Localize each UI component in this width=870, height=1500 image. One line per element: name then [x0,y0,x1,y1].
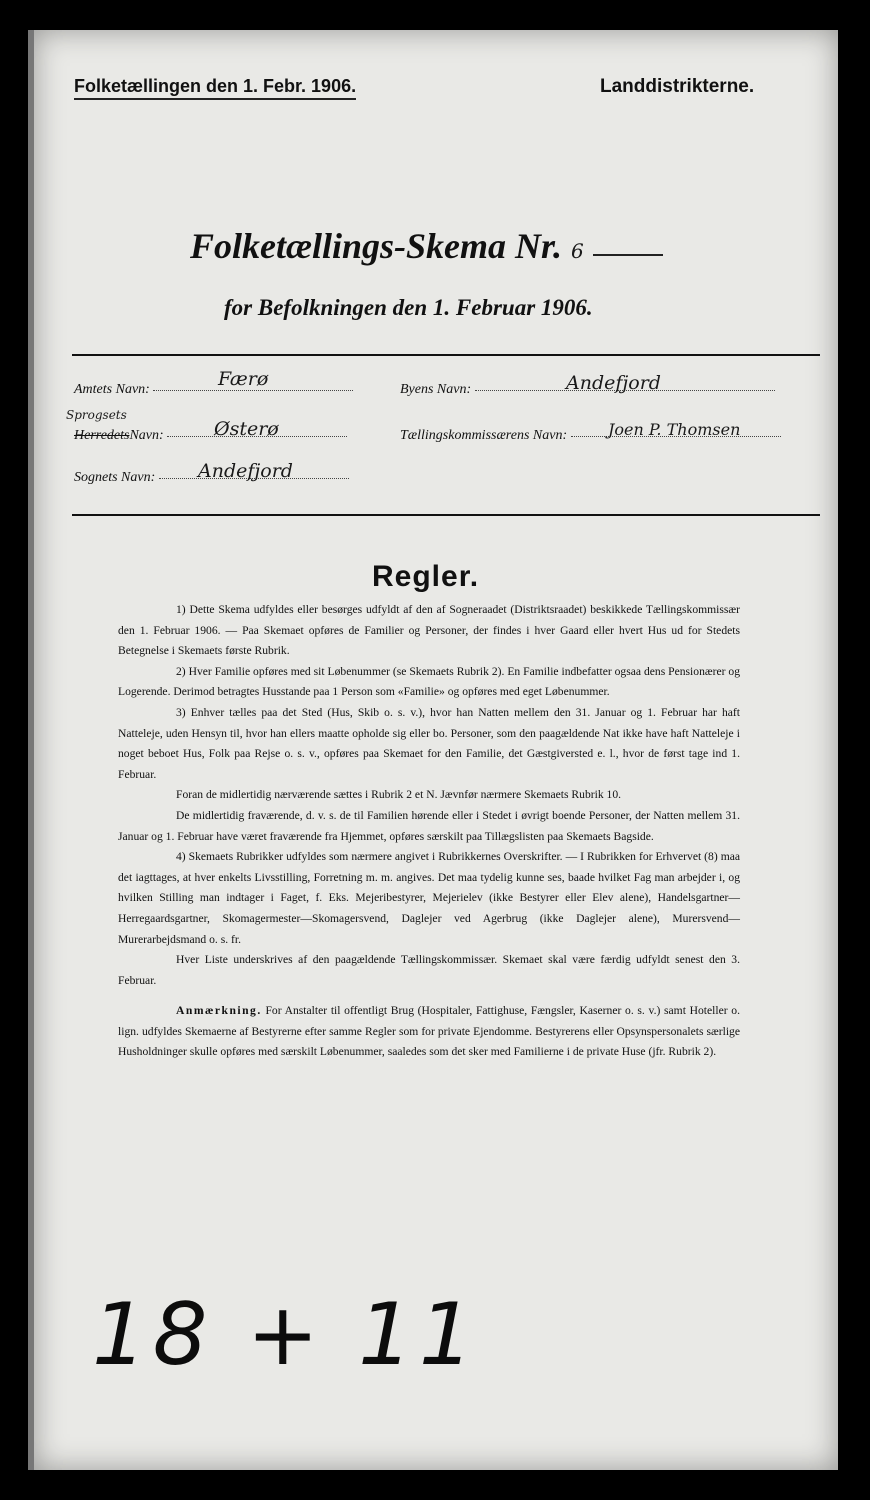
form-title [190,225,663,267]
form-subtitle: for Befolkningen den 1. Februar 1906. [224,295,593,320]
rule-3-note-absent: De midlertidig fraværende, d. v. s. de til Familien hørende eller i Stedet i øvrigt boende Personer, der Natten mellem 31. Januar og 1. Februar have været fraværende fra Hjemmet, opføres særskilt paa Tillægslisten paa Skemaets Bagside. [118,808,740,843]
rule-4-signature: Hver Liste underskrives af den paagældende Tællingskommissær. Skemaet skal være færdig udfyldt senest den 3. Februar. [118,953,740,987]
rule-1: 1) Dette Skema udfyldes eller besørges udfyldt af den af Sogneraadet (Distriktsraadet) beskikkede Tællingskommissær den 1. Februar 1906. — Paa Skemaet opføres de Familier og Personer, der findes i hver Gaard eller hvert Hus ud for Stedets Betegnelse i Skemaets første Rubrik. [118,603,740,658]
form-number-line [593,254,663,256]
sogn-label: Sognets Navn: [74,470,156,485]
fields-divider [72,514,820,516]
top-divider [72,354,820,356]
kommissaer-label: Tællingskommissærens Navn: [400,428,568,443]
by-value: Andefjord [566,372,661,394]
form-title-text: Folketællings-Skema Nr. [190,226,563,266]
annotation-text: For Anstalter til offentligt Brug (Hospitaler, Fattighuse, Fængsler, Kaserner o. s. v.) samt Hoteller o. lign. udfyldes Skemaerne af Bestyrerne efter samme Regler som for private Ejendomme. Bestyrerens eller Opsynspersonalets særlige Husholdninger skulle opføres med særskilt Løbenummer, saaledes som det sker med Familierne i de private Huse (jfr. Rubrik 2). [118,1004,740,1059]
rule-3-note-present: Foran de midlertidig nærværende sættes i Rubrik 2 et N. Jævnfør nærmere Skemaets Rubrik 10. [176,788,622,802]
header-left [74,76,356,97]
by-label: Byens Navn: [400,382,472,397]
rules-body [118,600,740,1063]
form-number: 6 [571,239,584,263]
herred-label-struck: Herredets [74,428,130,443]
kommissaer-value: Joen P. Thomsen [608,420,741,439]
herred-value: Østerø [214,418,279,440]
annotation [118,1001,740,1063]
amt-field [74,382,353,398]
amt-label: Amtets Navn: [74,382,150,397]
rule-2: 2) Hver Familie opføres med sit Løbenummer (se Skemaets Rubrik 2). En Familie indbefatter ogsaa dens Pensionærer og Logerende. Derimod betragtes Husstande paa 1 Person som «Familie» og opføres med eget Løbenummer. [118,664,740,699]
amt-line [153,390,353,391]
herred-label-suffix: Navn: [129,428,164,443]
rules-heading: Regler. [372,560,480,593]
amt-value: Færø [218,368,269,390]
handwritten-total: 18 + 11 [92,1285,480,1385]
rule-4: 4) Skemaets Rubrikker udfyldes som nærmere angivet i Rubrikkernes Overskrifter. — I Rubrikken for Erhvervet (8) maa det iagttages, at hver enkelts Livsstilling, Forretning m. m. angives. Det maa tydelig kunne ses, baade hvilket Fag man arbejder i, og hvilken Stilling man indtager i Faget, f. Eks. Mejeribestyrer, Mejerielev (ikke Bestyrer eller Elev alene), Handelsgartner—Herregaardsgartner, Skomagermester—Skomagersvend, Daglejer ved Agerbrug (ikke Daglejer alene), Murersvend—Murerarbejdsmand o. s. fr. [118,850,740,946]
annotation-label: Anmærkning. [176,1004,262,1018]
census-date-header: Folketællingen den 1. Febr. 1906. [74,76,356,100]
header-right: Landdistrikterne. [600,76,755,97]
herred-label-written: Sprogsets [66,408,127,422]
rule-3: 3) Enhver tælles paa det Sted (Hus, Skib o. s. v.), hvor han Natten mellem den 31. Januar og 1. Februar har haft Natteleje, uden Hensyn til, hvor han ellers maatte opholde sig eller bo. Personer, som den paagældende Nat ikke have haft Natteleje i noget beboet Hus, Folk paa Rejse o. s. v., opføres paa Skemaet for den Familie, det Gæstgiversted e. l., hvor de først tage ind 1. Februar. [118,705,740,781]
herred-field [74,428,347,444]
sogn-value: Andefjord [198,460,293,482]
